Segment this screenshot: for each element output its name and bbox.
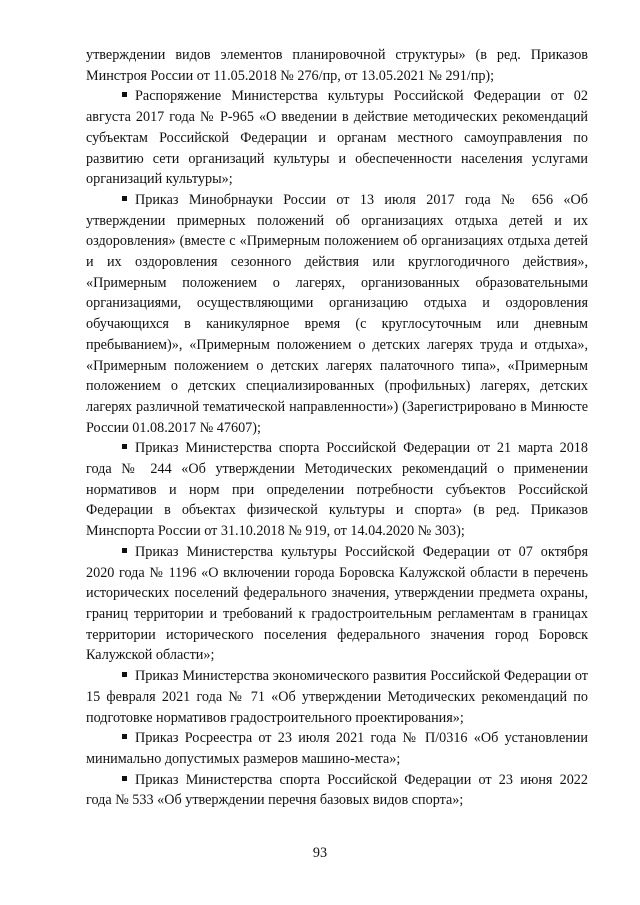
bullet-icon xyxy=(122,672,127,677)
paragraph-text: утверждении видов элементов планировочной структуры» (в ред. Приказов Минстроя России от 11.05.2018 № 276/пр, от 13.05.2021 № 291/пр); xyxy=(86,47,588,84)
page-number: 93 xyxy=(312,845,328,861)
bullet-icon xyxy=(122,734,127,739)
list-item xyxy=(86,666,588,728)
list-item xyxy=(86,190,588,438)
bullet-icon xyxy=(122,444,127,449)
list-item-text: Приказ Министерства культуры Российской Федерации от 07 октября 2020 года № 1196 «О включении города Боровска Калужской области в перечень исторических поселений федерального значения, утверждении предмета охраны, границ территории и требований к градостроительным регламентам в границах территории исторического поселения федерального значения город Боровск Калужской области»; xyxy=(86,543,588,664)
list-item-text: Распоряжение Министерства культуры Российской Федерации от 02 августа 2017 года № Р-965 «О введении в действие методических рекомендаций субъектам Российской Федерации и органам местного самоуправления по развитию сети организаций культуры и обеспеченности населения услугами организаций культуры»; xyxy=(86,88,588,188)
list-item xyxy=(86,542,588,666)
list-item-text: Приказ Министерства спорта Российской Федерации от 21 марта 2018 года № 244 «Об утверждении Методических рекомендаций о применении нормативов и норм при определении потребности субъектов Российской Федерации в объектах физической культуры и спорта» (в ред. Приказов Минспорта России от 31.10.2018 № 919, от 14.04.2020 № 303); xyxy=(86,440,588,540)
list-item xyxy=(86,438,588,542)
list-item xyxy=(86,770,588,811)
bullet-icon xyxy=(122,548,127,553)
list-item xyxy=(86,728,588,769)
bullet-icon xyxy=(122,776,127,781)
bullet-icon xyxy=(122,92,127,97)
list-item xyxy=(86,86,588,190)
list-item-text: Приказ Минобрнауки России от 13 июля 2017 года № 656 «Об утверждении примерных положений об организациях отдыха детей и их оздоровления» (вместе с «Примерным положением об организациях отдыха детей и их оздоровления сезонного действия или круглогодичного действия», «Примерным положением о лагерях, организованных образовательными организациями, осуществляющими организацию отдыха и оздоровления обучающихся в каникулярное время (с круглосуточным или дневным пребыванием)», «Примерным положением о детских лагерях труда и отдыха», «Примерным положением о детских лагерях палаточного типа», «Примерным положением о детских специализированных (профильных) лагерях, детских лагерях различной тематической направленности») (Зарегистрировано в Минюсте России 01.08.2017 № 47607); xyxy=(86,191,588,436)
document-page xyxy=(86,45,588,811)
paragraph-continuation xyxy=(86,45,588,86)
list-item-text: Приказ Министерства экономического развития Российской Федерации от 15 февраля 2021 года № 71 «Об утверждении Методических рекомендаций по подготовке нормативов градостроительного проектирования»; xyxy=(86,668,588,726)
list-item-text: Приказ Росреестра от 23 июля 2021 года № П/0316 «Об установлении минимально допустимых размеров машино-места»; xyxy=(86,730,588,767)
list-item-text: Приказ Министерства спорта Российской Федерации от 23 июня 2022 года № 533 «Об утверждении перечня базовых видов спорта»; xyxy=(86,771,588,809)
bullet-icon xyxy=(122,196,127,201)
